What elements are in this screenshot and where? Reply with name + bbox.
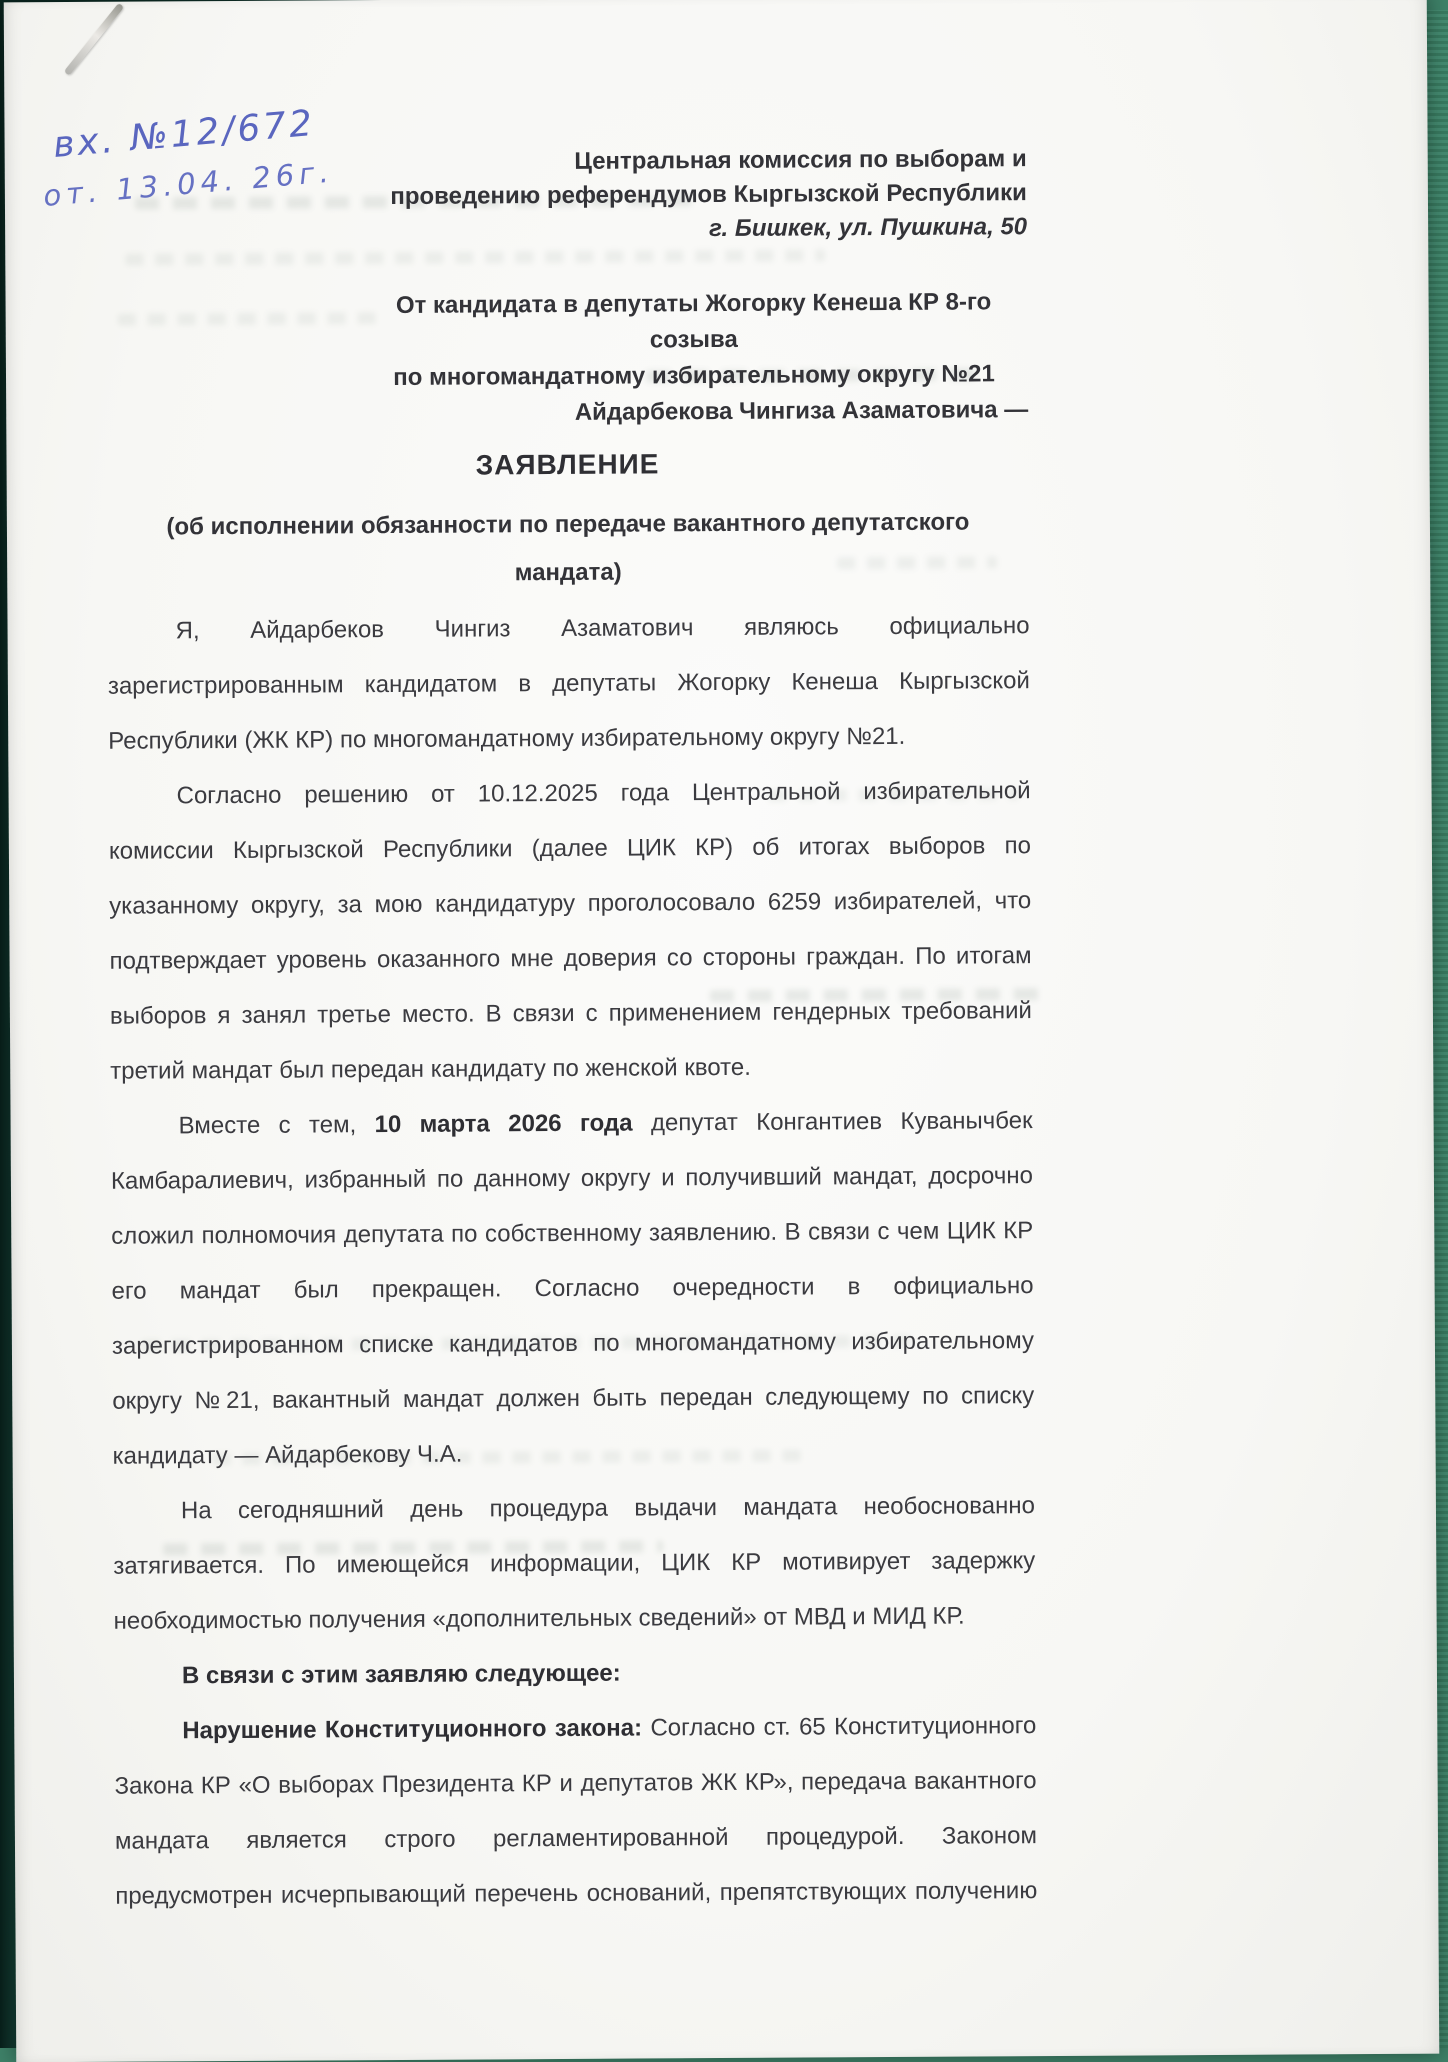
document-line: сложил полномочия депутата по собственному заявлению. В связи с чем ЦИК КР bbox=[111, 1217, 1034, 1250]
document-line: предусмотрен исчерпывающий перечень оснований, препятствующих получению bbox=[115, 1877, 1038, 1910]
document-line: зарегистрированном списке кандидатов по многомандатному избирательному bbox=[111, 1327, 1034, 1360]
document-line: подтверждает уровень оказанного мне доверия со стороны граждан. По итогам bbox=[109, 942, 1032, 975]
document-line: по многомандатному избирательному округу №21 bbox=[393, 360, 995, 391]
document-line: В связи с этим заявляю следующее: bbox=[181, 1659, 621, 1690]
document-line: Нарушение Конституционного закона: Согласно ст. 65 Конституционного bbox=[182, 1712, 1037, 1745]
document-content bbox=[104, 0, 1039, 2062]
document-line: От кандидата в депутаты Жогорку Кенеша КР 8-го созыва bbox=[395, 288, 992, 354]
document-line: округу №21, вакантный мандат должен быть передан следующему по списку bbox=[112, 1382, 1035, 1415]
document-line: его мандат был прекращен. Согласно очередности в официально bbox=[111, 1272, 1034, 1305]
document-paragraph bbox=[110, 1093, 1034, 1484]
document-title: ЗАЯВЛЕНИЕ bbox=[475, 448, 660, 481]
document-paragraph bbox=[114, 1698, 1037, 1924]
document-line: комиссии Кыргызской Республики (далее ЦИК КР) об итогах выборов по bbox=[108, 832, 1031, 865]
document-line: Я, Айдарбеков Чингиз Азаматович являюсь официально bbox=[175, 612, 1030, 645]
document-line: Закона КР «О выборах Президента КР и депутатов ЖК КР», передача вакантного bbox=[114, 1767, 1037, 1800]
document-line: выборов я занял третье место. В связи с применением гендерных требований bbox=[109, 997, 1032, 1030]
document-line: Айдарбекова Чингиза Азаматовича — bbox=[574, 396, 1029, 426]
document-subtitle bbox=[107, 498, 1030, 600]
document-line: мандата) bbox=[514, 558, 622, 587]
document-line: г. Бишкек, ул. Пушкина, 50 bbox=[708, 213, 1028, 243]
document-paragraph bbox=[114, 1643, 1036, 1704]
document-line: Согласно решению от 10.12.2025 года Центральной избирательной bbox=[176, 777, 1031, 810]
document-line: На сегодняшний день процедура выдачи мандата необоснованно bbox=[180, 1492, 1036, 1525]
document-line: мандата является строго регламентированной процедурой. Законом bbox=[114, 1822, 1038, 1855]
document-line: затягивается. По имеющейся информации, ЦИК КР мотивирует задержку bbox=[113, 1547, 1036, 1580]
document-line: Центральная комиссия по выборам и bbox=[574, 145, 1027, 175]
from-block bbox=[359, 284, 1028, 432]
document-paper bbox=[4, 0, 1440, 2062]
document-line: проведению референдумов Кыргызской Республики bbox=[390, 179, 1027, 211]
document-line: Республики (ЖК КР) по многомандатному избирательному округу №21. bbox=[108, 722, 906, 755]
document-line: необходимостью получения «дополнительных сведений» от МВД и МИД КР. bbox=[113, 1602, 965, 1635]
document-line: указанному округу, за мою кандидатуру проголосовало 6259 избирателей, что bbox=[109, 887, 1032, 920]
document-line: Камбаралиевич, избранный по данному округу и получивший мандат, досрочно bbox=[110, 1162, 1033, 1195]
document-paragraph bbox=[107, 598, 1030, 769]
document-line: зарегистрированным кандидатом в депутаты Жогорку Кенеша Кыргызской bbox=[107, 667, 1030, 700]
addressee-block bbox=[359, 142, 1028, 248]
stamp-number: вх. №12/672 bbox=[51, 102, 317, 166]
document-line: Вместе с тем, 10 марта 2026 года депутат Конгантиев Куванычбек bbox=[178, 1107, 1033, 1140]
document-paragraph bbox=[113, 1478, 1036, 1649]
document-line: третий мандат был передан кандидату по женской квоте. bbox=[110, 1053, 751, 1085]
document-body bbox=[107, 598, 1037, 1924]
document-paragraph bbox=[108, 763, 1032, 1099]
document-line: кандидату — Айдарбекову Ч.А. bbox=[112, 1440, 463, 1470]
document-line: (об исполнении обязанности по передаче вакантного депутатского bbox=[166, 508, 970, 541]
stamp-date: от. 13.04. 26г. bbox=[42, 154, 335, 213]
